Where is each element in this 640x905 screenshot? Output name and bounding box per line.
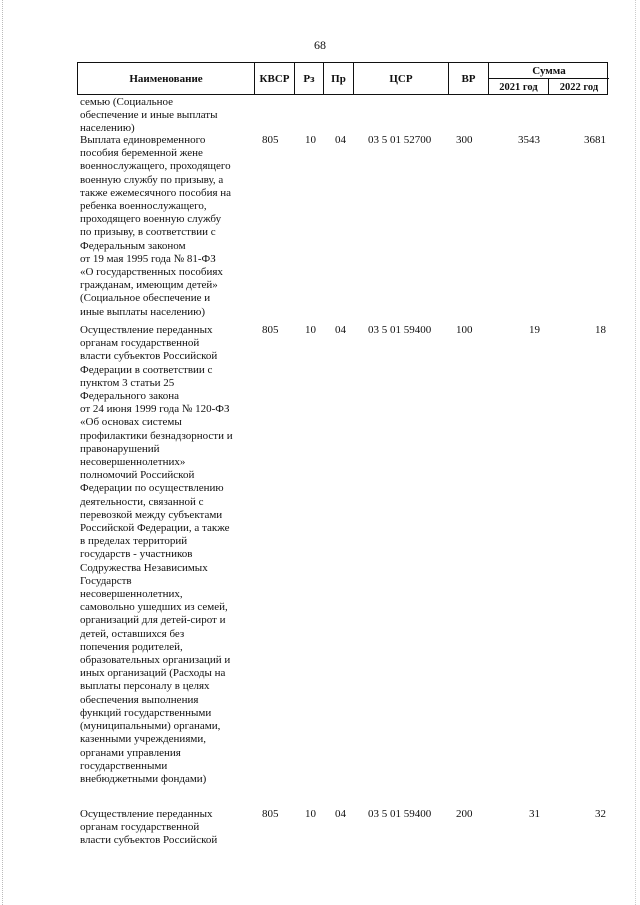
row-sum-2021: 19	[529, 324, 540, 336]
header-sum: Сумма	[488, 63, 609, 79]
row-sum-2022: 32	[595, 808, 606, 820]
header-kvsr: КВСР	[254, 63, 294, 94]
header-csr: ЦСР	[353, 63, 448, 94]
row-csr: 03 5 01 59400	[368, 324, 432, 336]
row-name: семью (Социальное обеспечение и иные выплаты населению)	[80, 96, 218, 135]
row-sum-2022: 3681	[584, 134, 606, 146]
row-vr: 100	[456, 324, 473, 336]
row-kvsr: 805	[262, 134, 279, 146]
page-number: 68	[314, 38, 326, 52]
scan-edge-right	[635, 0, 637, 905]
header-name: Наименование	[129, 72, 203, 85]
row-pr: 04	[335, 134, 346, 146]
header-year-2021: 2021 год	[488, 79, 548, 95]
row-csr: 03 5 01 59400	[368, 808, 432, 820]
row-name: Осуществление переданных органам государственной власти субъектов Российской	[80, 808, 218, 847]
table-header	[77, 62, 608, 95]
row-vr: 200	[456, 808, 473, 820]
row-kvsr: 805	[262, 808, 279, 820]
row-sum-2021: 31	[529, 808, 540, 820]
header-rz: Рз	[294, 63, 323, 94]
row-sum-2022: 18	[595, 324, 606, 336]
row-csr: 03 5 01 52700	[368, 134, 432, 146]
row-rz: 10	[305, 324, 316, 336]
row-pr: 04	[335, 324, 346, 336]
header-pr: Пр	[323, 63, 353, 94]
header-year-2022: 2022 год	[548, 79, 609, 95]
header-vr: ВР	[448, 63, 488, 94]
row-kvsr: 805	[262, 324, 279, 336]
row-sum-2021: 3543	[518, 134, 540, 146]
row-rz: 10	[305, 808, 316, 820]
row-pr: 04	[335, 808, 346, 820]
row-name: Осуществление переданных органам государственной власти субъектов Российской Федерации в соответствии с пунктом 3 статьи 25 Федерального закона от 24 июня 1999 года № 120-ФЗ «Об основах системы профилактики безнадзорности и правонарушений несовершеннолетних» полномочий Российской Федерации по осуществлению деятельности, связанной с перевозкой между субъектами Российской Федерации, а также в пределах территорий государств - участников Содружества Независимых Государств несовершеннолетних, самовольно ушедших из семей, организаций для детей-сирот и детей, оставшихся без попечения родителей, образовательных организаций и иных организаций (Расходы на выплаты персоналу в целях обеспечения выполнения функций государственными (муниципальными) органами, казенными учреждениями, органами управления государственными внебюджетными фондами)	[80, 324, 233, 785]
row-name: Выплата единовременного пособия беременной жене военнослужащего, проходящего военную службу по призыву, а также ежемесячного пособия на ребенка военнослужащего, проходящего военную службу по призыву, в соответствии с Федеральным законом от 19 мая 1995 года № 81-ФЗ «О государственных пособиях гражданам, имеющим детей» (Социальное обеспечение и иные выплаты населению)	[80, 134, 232, 318]
row-rz: 10	[305, 134, 316, 146]
scan-edge-left	[2, 0, 4, 905]
row-vr: 300	[456, 134, 473, 146]
